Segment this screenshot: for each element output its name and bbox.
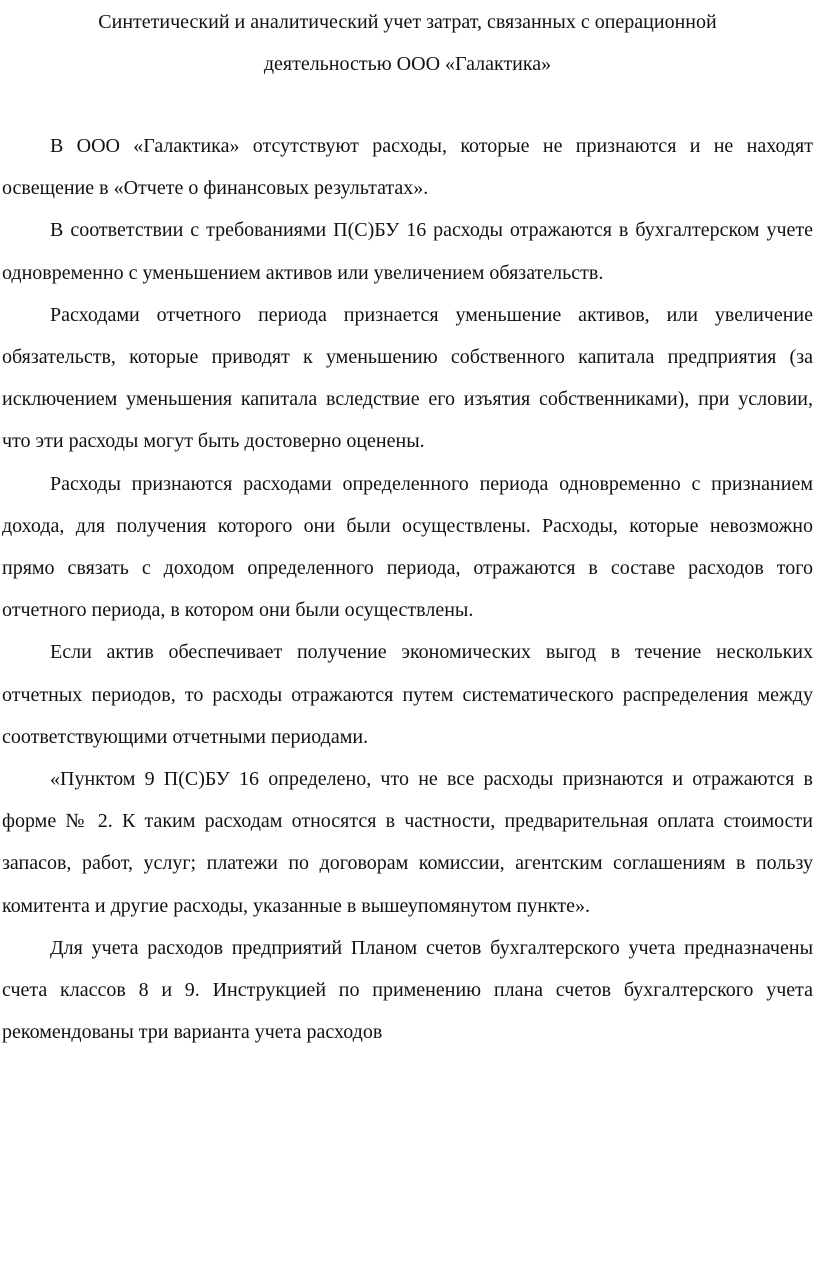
paragraph-expense-recognition: Расходы признаются расходами определенного периода одновременно с признанием дохода, для получения которого они были осуществлены. Расходы, которые невозможно прямо связать с доходом определенного периода, отражаются в составе расходов того отчетного периода, в котором они были осуществлены.	[2, 472, 813, 622]
document-body	[2, 125, 813, 1053]
paragraph-systematic-allocation: Если актив обеспечивает получение экономических выгод в течение нескольких отчетных периодов, то расходы отражаются путем систематического распределения между соответствующими отчетными периодами.	[2, 641, 813, 748]
title-line-2: деятельностью ООО «Галактика»	[263, 52, 552, 75]
paragraph-no-unrecognized-expenses: В ООО «Галактика» отсутствуют расходы, которые не признаются и не находят освещение в «Отчете о финансовых результатах».	[2, 135, 813, 200]
title-line-1: Синтетический и аналитический учет затрат, связанных с операционной	[98, 11, 717, 33]
paragraph-period-expenses-definition: Расходами отчетного периода признается уменьшение активов, или увеличение обязательств, которые приводят к уменьшению собственного капитала предприятия (за исключением уменьшения капитала вследствие его изъятия собственниками), при условии, что эти расходы могут быть достоверно оценены.	[2, 303, 813, 453]
paragraph-chart-of-accounts: Для учета расходов предприятий Планом счетов бухгалтерского учета предназначены счета классов 8 и 9. Инструкцией по применению плана счетов бухгалтерского учета рекомендованы три варианта учета расходов	[2, 936, 813, 1044]
paragraph-psbu-16-item-9-quote: «Пунктом 9 П(С)БУ 16 определено, что не все расходы признаются и отражаются в форме № 2. К таким расходам относятся в частности, предварительная оплата стоимости запасов, работ, услуг; платежи по договорам комиссии, агентским соглашениям в пользу комитента и другие расходы, указанные в вышеупомянутом пункте».	[2, 768, 813, 917]
paragraph-psbu-16-requirements: В соответствии с требованиями П(С)БУ 16 расходы отражаются в бухгалтерском учете одновременно с уменьшением активов или увеличением обязательств.	[2, 219, 813, 284]
document-title	[2, 0, 813, 85]
